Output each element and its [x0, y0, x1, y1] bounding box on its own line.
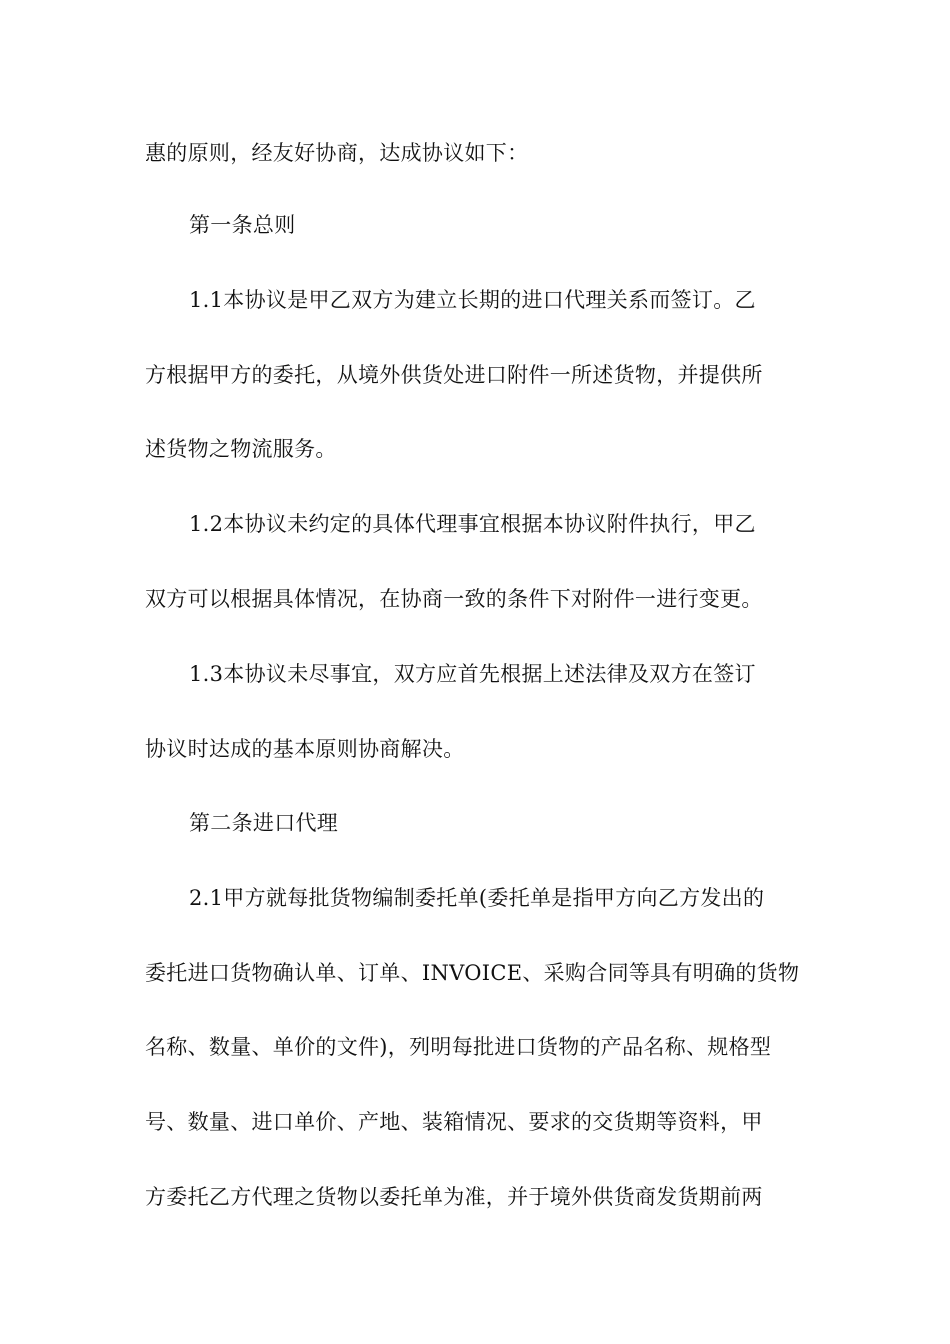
- clause-text-line: 1.3本协议未尽事宜，双方应首先根据上述法律及双方在签订: [189, 662, 756, 686]
- section-heading: 第一条总则: [189, 213, 296, 237]
- body-text-line: 委托进口货物确认单、订单、INVOICE、采购合同等具有明确的货物: [145, 961, 800, 985]
- body-text-line: 述货物之物流服务。: [145, 437, 337, 461]
- body-text-line: 方委托乙方代理之货物以委托单为准，并于境外供货商发货期前两: [145, 1185, 763, 1209]
- body-text-line: 双方可以根据具体情况，在协商一致的条件下对附件一进行变更。: [145, 587, 763, 611]
- body-text-line: 号、数量、进口单价、产地、装箱情况、要求的交货期等资料，甲: [145, 1110, 763, 1134]
- body-text-line: 方根据甲方的委托，从境外供货处进口附件一所述货物，并提供所: [145, 363, 763, 387]
- body-text-line: 名称、数量、单价的文件)，列明每批进口货物的产品名称、规格型: [145, 1035, 772, 1059]
- clause-text-line: 2.1甲方就每批货物编制委托单(委托单是指甲方向乙方发出的: [189, 886, 765, 910]
- clause-text-line: 1.2本协议未约定的具体代理事宜根据本协议附件执行，甲乙: [189, 512, 756, 536]
- body-text-line: 协议时达成的基本原则协商解决。: [145, 737, 465, 761]
- body-text-line: 惠的原则，经友好协商，达成协议如下：: [145, 141, 529, 165]
- clause-text-line: 1.1本协议是甲乙双方为建立长期的进口代理关系而签订。乙: [189, 288, 756, 312]
- section-heading: 第二条进口代理: [189, 811, 339, 835]
